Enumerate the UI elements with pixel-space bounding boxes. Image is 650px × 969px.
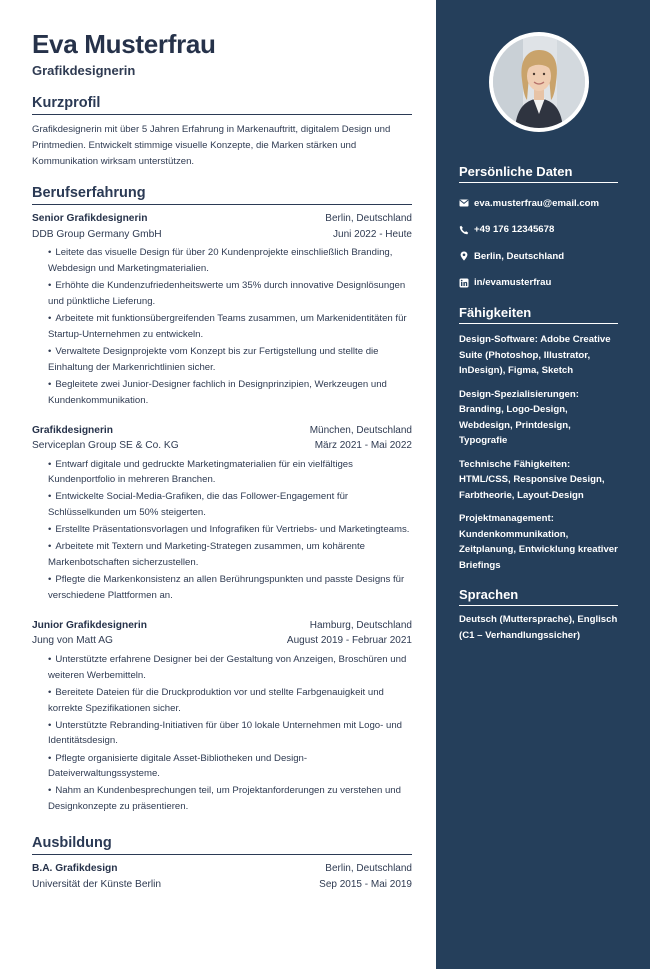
person-name: Eva Musterfrau	[32, 29, 216, 59]
personal-data-heading: Persönliche Daten	[459, 164, 618, 183]
job-bullets	[32, 245, 412, 408]
skills-section	[459, 305, 618, 573]
skill-item: Design-Spezialisierungen: Branding, Logo-Design, Webdesign, Printdesign, Typografie	[459, 388, 579, 446]
linkedin-icon	[459, 278, 469, 288]
person-role: Grafikdesignerin	[32, 63, 136, 78]
languages-text: Deutsch (Muttersprache), Englisch (C1 – Verhandlungssicher)	[459, 614, 618, 641]
job-title: Grafikdesignerin	[32, 424, 113, 436]
summary-heading: Kurzprofil	[32, 95, 412, 115]
bullet-item: • Verwaltete Designprojekte vom Konzept bis zur Fertigstellung und stellte die Einhaltung der Markenrichtlinien sicher.	[48, 344, 412, 376]
contact-phone[interactable]	[459, 223, 618, 236]
job-entry	[32, 618, 412, 815]
job-location: Hamburg, Deutschland	[309, 619, 412, 631]
job-dates: August 2019 - Februar 2021	[286, 635, 412, 647]
phone-text: +49 176 12345678	[474, 224, 555, 235]
skill-item: Design-Software: Adobe Creative Suite (Photoshop, Illustrator, InDesign), Figma, Sketch	[459, 334, 611, 376]
bullet-item: • Erhöhte die Kundenzufriedenheitswerte um 35% durch innovative Designlösungen und pünktliche Lieferung.	[48, 278, 412, 310]
bullet-item: • Arbeitete mit Textern und Marketing-Strategen zusammen, um kohärente Markenbotschaften sicherzustellen.	[48, 539, 412, 571]
bullet-item: • Leitete das visuelle Design für über 20 Kundenprojekte einschließlich Branding, Webdesign und Marketingmaterialien.	[48, 245, 412, 277]
bullet-item: • Entwickelte Social-Media-Grafiken, die das Follower-Engagement für Schlüsselkunden um 50% steigerten.	[48, 489, 412, 521]
job-location: München, Deutschland	[309, 424, 412, 436]
contact-linkedin[interactable]	[459, 276, 618, 289]
profile-photo	[493, 36, 585, 128]
bullet-item: • Arbeitete mit funktionsübergreifenden Teams zusammen, um Markenidentitäten für Startup-Unternehmen zu entwickeln.	[48, 311, 412, 343]
school: Universität der Künste Berlin	[32, 878, 162, 890]
job-bullets	[32, 457, 412, 604]
location-pin-icon	[459, 251, 469, 261]
phone-icon	[459, 225, 469, 235]
bullet-item: • Nahm an Kundenbesprechungen teil, um Projektanforderungen zu verstehen und Designkonzepte zu präsentieren.	[48, 783, 412, 815]
job-bullets	[32, 652, 412, 815]
education-location: Berlin, Deutschland	[325, 863, 412, 875]
languages-section	[459, 587, 618, 643]
bullet-item: • Entwarf digitale und gedruckte Marketingmaterialien für ein vielfältiges Kundenportfolio in mehreren Branchen.	[48, 457, 412, 489]
experience-heading: Berufserfahrung	[32, 185, 412, 205]
contact-email[interactable]	[459, 197, 618, 210]
bullet-item: • Bereitete Dateien für die Druckproduktion vor und stellte Farbgenauigkeit und korrekte Spezifikationen sicher.	[48, 685, 412, 717]
education-dates: Sep 2015 - Mai 2019	[319, 878, 412, 890]
portrait-illustration	[493, 36, 585, 128]
personal-data-section	[459, 164, 618, 289]
job-company: Jung von Matt AG	[32, 635, 113, 647]
skill-item: Projektmanagement: Kundenkommunikation, Zeitplanung, Entwicklung kreativer Briefings	[459, 513, 618, 571]
location-text: Berlin, Deutschland	[474, 250, 565, 262]
job-location: Berlin, Deutschland	[325, 213, 412, 225]
job-entry	[32, 211, 412, 408]
bullet-item: • Begleitete zwei Junior-Designer fachlich in Designprinzipien, Werkzeugen und Kundenkommunikation.	[48, 377, 412, 409]
linkedin-text: in/evamusterfrau	[474, 277, 552, 288]
job-entry	[32, 423, 412, 604]
job-dates: Juni 2022 - Heute	[333, 228, 412, 240]
job-title: Senior Grafikdesignerin	[32, 213, 148, 225]
main-column	[32, 28, 412, 892]
degree: B.A. Grafikdesign	[32, 863, 118, 875]
job-company: Serviceplan Group SE & Co. KG	[32, 440, 179, 452]
languages-heading: Sprachen	[459, 587, 618, 606]
job-company: DDB Group Germany GmbH	[32, 228, 162, 240]
bullet-item: • Unterstützte Rebranding-Initiativen für über 10 lokale Unternehmen mit Logo- und Identitätsdesign.	[48, 718, 412, 750]
contact-location	[459, 250, 618, 263]
job-title: Junior Grafikdesignerin	[32, 619, 147, 631]
skill-item: Technische Fähigkeiten: HTML/CSS, Responsive Design, Farbtheorie, Layout-Design	[459, 458, 605, 501]
mail-icon	[459, 198, 469, 208]
bullet-item: • Unterstützte erfahrene Designer bei der Gestaltung von Anzeigen, Broschüren und weiteren Werbemitteln.	[48, 652, 412, 684]
email-text: eva.musterfrau@email.com	[474, 197, 600, 209]
skills-heading: Fähigkeiten	[459, 305, 618, 324]
education-heading: Ausbildung	[32, 835, 412, 855]
bullet-item: • Erstellte Präsentationsvorlagen und Infografiken für Vertriebs- und Marketingteams.	[48, 522, 412, 538]
job-dates: März 2021 - Mai 2022	[314, 440, 412, 452]
bullet-item: • Pflegte organisierte digitale Asset-Bibliotheken und Design-Dateiverwaltungssysteme.	[48, 751, 412, 783]
bullet-item: • Pflegte die Markenkonsistenz an allen Berührungspunkten und passte Designs für verschiedene Plattformen an.	[48, 572, 412, 604]
education-entry	[32, 861, 412, 892]
summary-text: Grafikdesignerin mit über 5 Jahren Erfahrung in Markenauftritt, digitalem Design und Printmedien. Entwickelt stimmige visuelle Konzepte, die Marken stärken und Kommunikation wirksam unterstützen.	[32, 124, 391, 167]
profile-photo-frame	[489, 32, 589, 132]
sidebar	[436, 0, 650, 969]
